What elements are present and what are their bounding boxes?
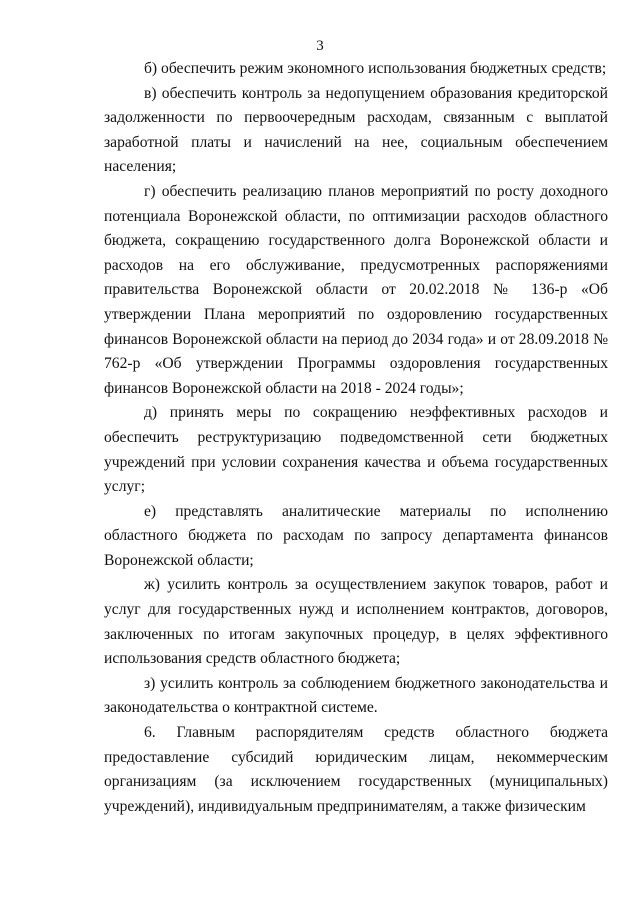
paragraph-e: е) представлять аналитические материалы по исполнению областного бюджета по расходам по запросу департамента финансов Воронежской области; [104, 502, 608, 569]
paragraph-d: д) принять меры по сокращению неэффективных расходов и обеспечить реструктуризацию подведомственной сети бюджетных учреждений при условии сохранения качества и объема государственных услуг; [104, 404, 608, 496]
paragraph-g: г) обеспечить реализацию планов мероприятий по росту доходного потенциала Воронежской области, по оптимизации расходов областного бюджета, сокращению государственного долга Воронежской области и расходов на его обслуживание, предусмотренных распоряжениями правительства Воронежской области от 20.02.2018 № 136-р «Об утверждении Плана мероприятий по оздоровлению государственных финансов Воронежской области на период до 2034 года» и от 28.09.2018 № 762-р «Об утверждении Программы оздоровления государственных финансов Воронежской области на 2018 - 2024 годы»; [104, 182, 608, 397]
paragraph-zh: ж) усилить контроль за осуществлением закупок товаров, работ и услуг для государственных нужд и исполнением контрактов, договоров, заключенных по итогам закупочных процедур, в целях эффективного использования средств областного бюджета; [104, 576, 608, 668]
paragraph-z: з) усилить контроль за соблюдением бюджетного законодательства и законодательства о контрактной системе. [104, 674, 608, 717]
document-body [104, 57, 608, 819]
paragraph-6: 6. Главным распорядителям средств областного бюджета предоставление субсидий юридическим лицам, некоммерческим организациям (за исключением государственных (муниципальных) учреждений), индивидуальным предпринимателям, а также физическим [104, 724, 608, 815]
paragraph-b: б) обеспечить режим экономного использования бюджетных средств; [144, 60, 607, 77]
paragraph-v: в) обеспечить контроль за недопущением образования кредиторской задолженности по первоочередным расходам, связанным с выплатой заработной платы и начислений на нее, социальным обеспечением населения; [104, 84, 608, 176]
page-number: 3 [316, 38, 324, 54]
